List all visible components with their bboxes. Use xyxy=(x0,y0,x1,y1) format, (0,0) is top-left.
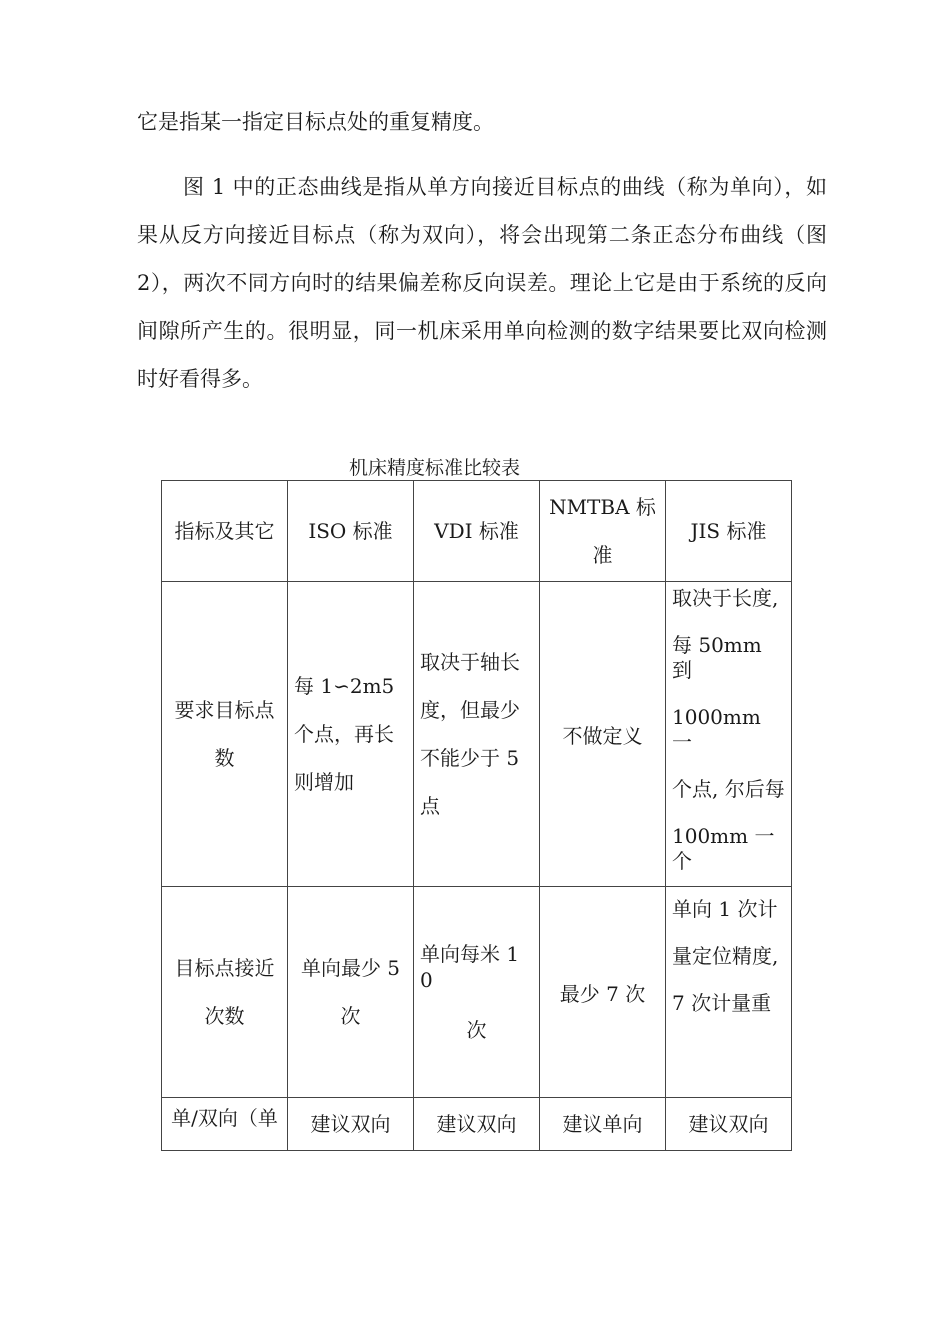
jis-line: 1000mm 一 xyxy=(672,705,761,754)
iso-cell: 建议双向 xyxy=(288,1098,414,1151)
row-label xyxy=(162,1098,288,1151)
row-label-text: 单/双向（单 xyxy=(171,1106,278,1130)
header-cell: ISO 标准 xyxy=(288,481,414,582)
jis-line: 单向 1 次计 xyxy=(672,897,778,921)
header-cell: JIS 标准 xyxy=(666,481,792,582)
vdi-cell xyxy=(414,887,540,1098)
vdi-cell: 取决于轴长度，但最少不能少于 5 点 xyxy=(414,582,540,887)
iso-cell: 单向最少 5 次 xyxy=(288,887,414,1098)
jis-cell: 建议双向 xyxy=(666,1098,792,1151)
jis-line: 个点, 尔后每 xyxy=(672,777,785,801)
header-cell: 指标及其它 xyxy=(162,481,288,582)
jis-line: 量定位精度, xyxy=(672,944,779,968)
table-caption: 机床精度标准比较表 xyxy=(349,457,521,479)
header-cell: VDI 标准 xyxy=(414,481,540,582)
iso-cell: 每 1∽2m5 个点，再长则增加 xyxy=(288,582,414,887)
table-row xyxy=(162,582,792,887)
header-cell: NMTBA 标准 xyxy=(540,481,666,582)
row-label: 目标点接近次数 xyxy=(162,887,288,1098)
nmtba-cell: 最少 7 次 xyxy=(540,887,666,1098)
jis-line: 100mm 一个 xyxy=(672,824,775,873)
table-header-row xyxy=(162,481,792,582)
jis-line: 每 50mm 到 xyxy=(672,633,762,682)
comparison-table xyxy=(161,480,792,1151)
nmtba-cell: 建议单向 xyxy=(540,1098,666,1151)
table-row xyxy=(162,887,792,1098)
vdi-line: 次 xyxy=(466,1018,487,1042)
row-label: 要求目标点数 xyxy=(162,582,288,887)
jis-line: 取决于长度, xyxy=(672,586,779,610)
jis-cell xyxy=(666,582,792,887)
table-row xyxy=(162,1098,792,1151)
vdi-line: 单向每米 1 0 xyxy=(420,942,520,992)
nmtba-cell: 不做定义 xyxy=(540,582,666,887)
vdi-cell: 建议双向 xyxy=(414,1098,540,1151)
paragraph-2: 图 1 中的正态曲线是指从单方向接近目标点的曲线（称为单向），如果从反方向接近目标点（称为双向），将会出现第二条正态分布曲线（图 2），两次不同方向时的结果偏差称反向误差。理论上它是由于系统的反向间隙所产生的。很明显，同一机床采用单向检测的数字结果要比双向检测时好看得多。 xyxy=(137,175,827,391)
paragraph-1: 它是指某一指定目标点处的重复精度。 xyxy=(137,110,494,134)
jis-line: 7 次计量重 xyxy=(672,991,772,1015)
jis-cell xyxy=(666,887,792,1098)
